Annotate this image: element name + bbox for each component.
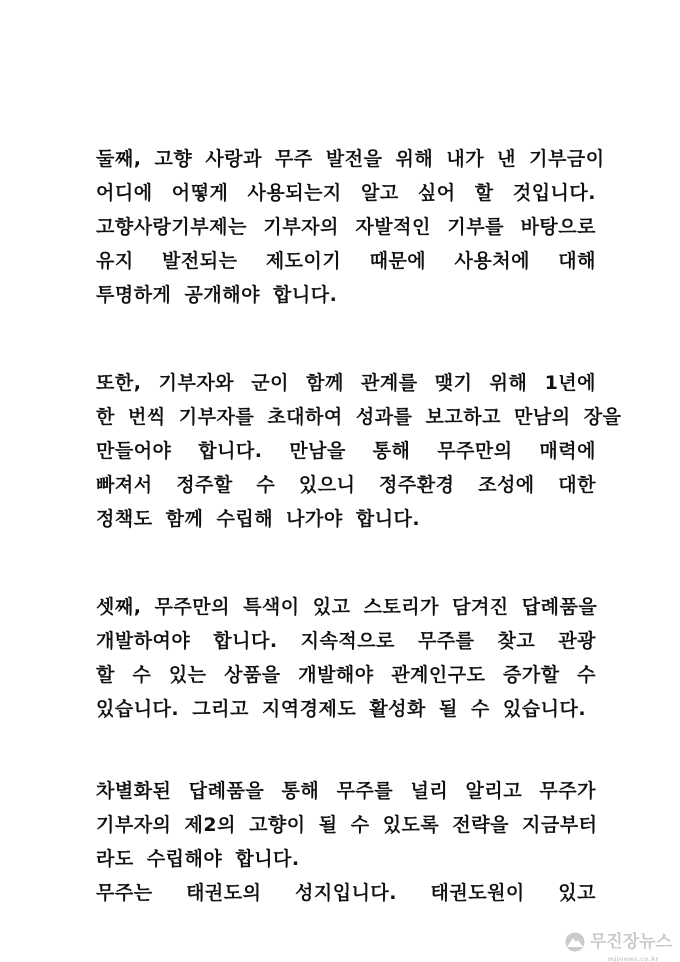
text-line: 만들어야 합니다. 만남을 통해 무주만의 매력에: [96, 440, 596, 462]
text-line: 투명하게 공개해야 합니다.: [96, 284, 338, 306]
text-line: 유지 발전되는 제도이기 때문에 사용처에 대해: [96, 250, 596, 272]
text-line: 한 번씩 기부자를 초대하여 성과를 보고하고 만남의 장을: [96, 406, 622, 428]
text-line: 할 수 있는 상품을 개발해야 관계인구도 증가할 수: [96, 664, 596, 686]
paragraph-1: [96, 142, 605, 312]
text-line: 있습니다. 그리고 지역경제도 활성화 될 수 있습니다.: [96, 698, 587, 720]
text-line: 기부자의 제2의 고향이 될 수 있도록 전략을 지금부터: [96, 814, 598, 836]
text-line: 무주는 태권도의 성지입니다. 태권도원이 있고: [96, 882, 596, 904]
mountain-icon: [564, 932, 586, 952]
text-line: 빠져서 정주할 수 있으니 정주환경 조성에 대한: [96, 474, 596, 496]
watermark: [564, 932, 672, 962]
text-line: 차별화된 답례품을 통해 무주를 널리 알리고 무주가: [96, 780, 596, 802]
text-line: 정책도 함께 수립해 나가야 합니다.: [96, 508, 421, 530]
text-line: 개발하여야 합니다. 지속적으로 무주를 찾고 관광: [96, 630, 596, 652]
watermark-sub: mjjnews.co.kr: [607, 956, 659, 962]
paragraph-4: [96, 774, 596, 910]
text-line: 또한, 기부자와 군이 함께 관계를 맺기 위해 1년에: [96, 372, 596, 394]
text-line: 둘째, 고향 사랑과 무주 발전을 위해 내가 낸 기부금이: [96, 148, 605, 170]
text-line: 어디에 어떻게 사용되는지 알고 싶어 할 것입니다.: [96, 182, 596, 204]
paragraph-3: [96, 590, 596, 726]
paragraph-2: [96, 366, 622, 536]
watermark-label: 무진장뉴스 mjjnews.co.kr: [590, 932, 672, 952]
text-line: 라도 수립해야 합니다.: [96, 848, 300, 870]
text-line: 셋째, 무주만의 특색이 있고 스토리가 담겨진 답례품을: [96, 596, 598, 618]
text-line: 고향사랑기부제는 기부자의 자발적인 기부를 바탕으로: [96, 216, 596, 238]
